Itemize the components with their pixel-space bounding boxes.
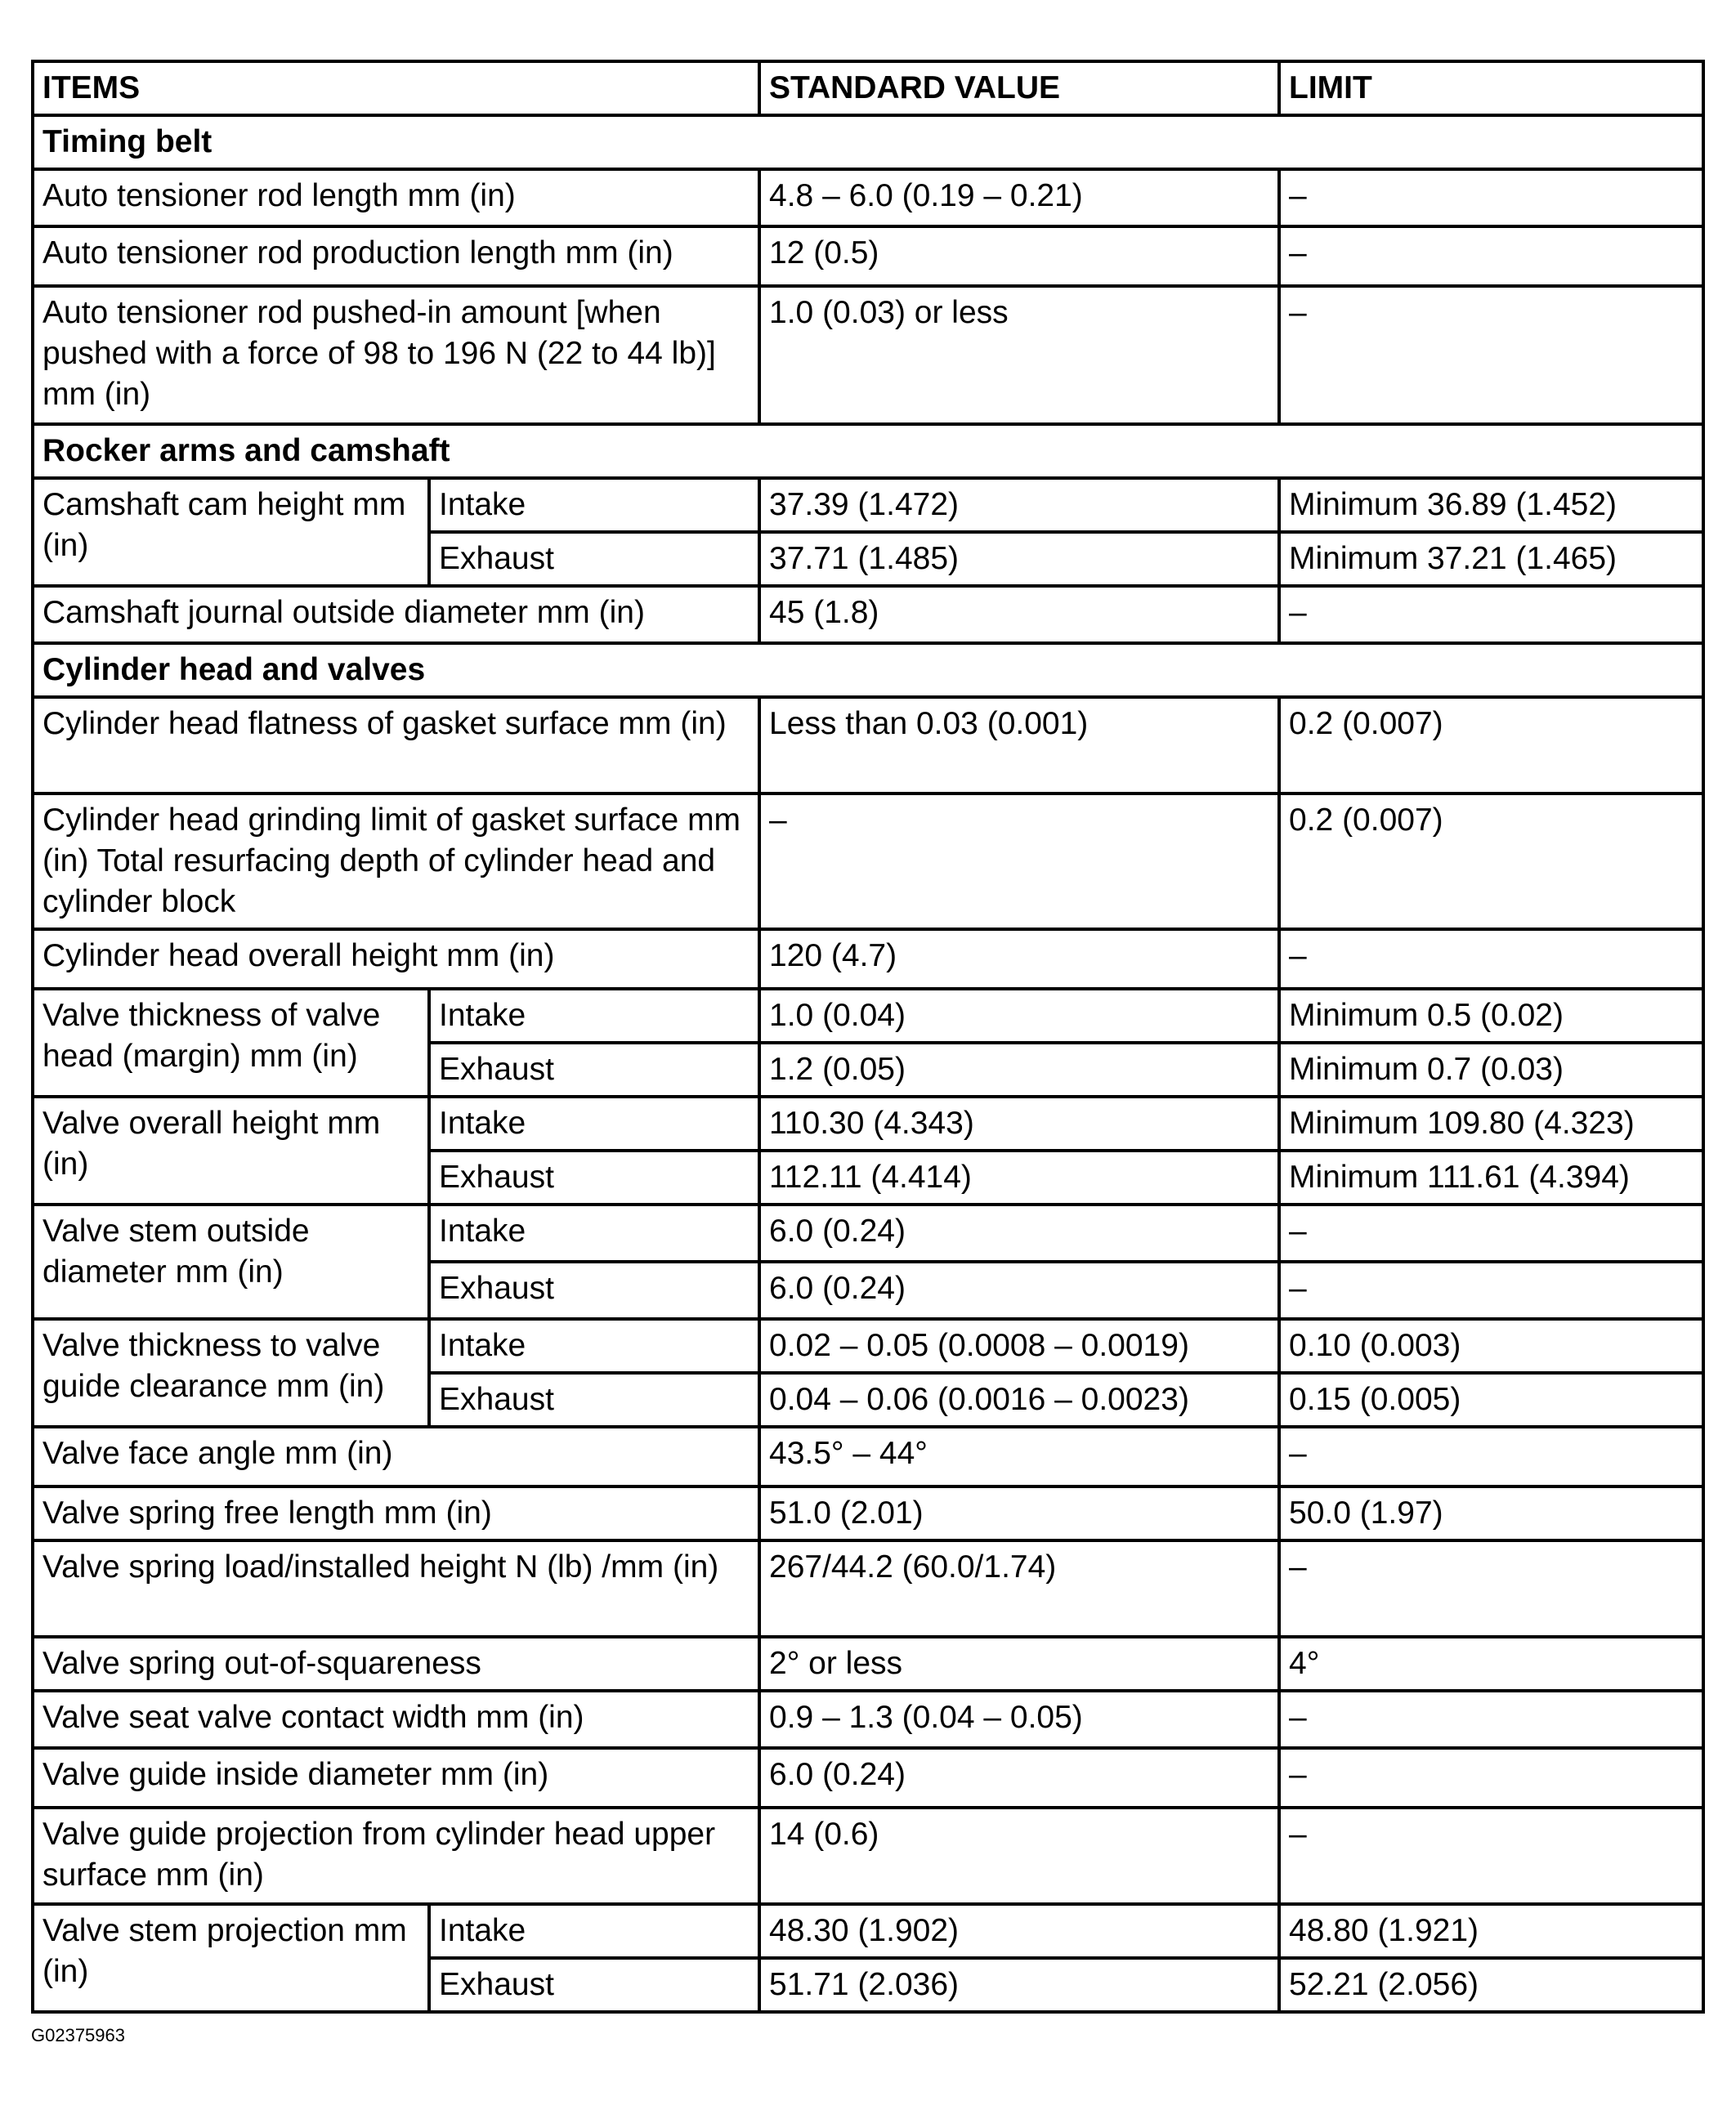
standard-cell: 1.0 (0.04) [759, 989, 1279, 1043]
section-timing-belt: Timing belt [33, 115, 1703, 169]
table-row [33, 478, 1703, 532]
standard-cell: 14 (0.6) [759, 1808, 1279, 1904]
table-row [33, 1319, 1703, 1373]
table-row [33, 1097, 1703, 1151]
limit-cell: 0.2 (0.007) [1279, 793, 1703, 929]
table-row [33, 1427, 1703, 1486]
header-row [33, 61, 1703, 115]
item-cell: Valve stem outside diameter mm (in) [33, 1205, 429, 1319]
spec-table [31, 60, 1705, 2014]
standard-cell: 12 (0.5) [759, 226, 1279, 286]
table-row [33, 1205, 1703, 1262]
standard-cell: 43.5° – 44° [759, 1427, 1279, 1486]
limit-cell: 0.15 (0.005) [1279, 1373, 1703, 1427]
table-row [33, 226, 1703, 286]
sub-item-cell: Exhaust [429, 1151, 759, 1205]
standard-cell: 1.0 (0.03) or less [759, 286, 1279, 424]
limit-cell: 0.2 (0.007) [1279, 697, 1703, 793]
standard-cell: 51.71 (2.036) [759, 1958, 1279, 2012]
table-row [33, 169, 1703, 226]
item-cell: Valve thickness of valve head (margin) mm (in) [33, 989, 429, 1097]
table-row [33, 586, 1703, 643]
item-cell: Valve spring load/installed height N (lb) /mm (in) [33, 1540, 759, 1637]
item-cell: Valve seat valve contact width mm (in) [33, 1691, 759, 1748]
standard-cell: 112.11 (4.414) [759, 1151, 1279, 1205]
limit-cell: – [1279, 1427, 1703, 1486]
limit-cell: – [1279, 1205, 1703, 1262]
item-cell: Auto tensioner rod pushed-in amount [when pushed with a force of 98 to 196 N (22 to 44 lb)] mm (in) [33, 286, 759, 424]
limit-cell: Minimum 36.89 (1.452) [1279, 478, 1703, 532]
sub-item-cell: Intake [429, 478, 759, 532]
item-cell: Valve face angle mm (in) [33, 1427, 759, 1486]
limit-cell: Minimum 0.5 (0.02) [1279, 989, 1703, 1043]
limit-cell: Minimum 109.80 (4.323) [1279, 1097, 1703, 1151]
standard-cell: 1.2 (0.05) [759, 1043, 1279, 1097]
item-cell: Auto tensioner rod production length mm (in) [33, 226, 759, 286]
limit-cell: – [1279, 929, 1703, 989]
limit-cell: – [1279, 169, 1703, 226]
limit-cell: 50.0 (1.97) [1279, 1486, 1703, 1540]
standard-cell: 45 (1.8) [759, 586, 1279, 643]
header-limit: LIMIT [1279, 61, 1703, 115]
limit-cell: Minimum 0.7 (0.03) [1279, 1043, 1703, 1097]
item-cell: Valve stem projection mm (in) [33, 1904, 429, 2012]
sub-item-cell: Intake [429, 989, 759, 1043]
standard-cell: 51.0 (2.01) [759, 1486, 1279, 1540]
sub-item-cell: Exhaust [429, 1958, 759, 2012]
sub-item-cell: Exhaust [429, 1262, 759, 1319]
header-standard-value: STANDARD VALUE [759, 61, 1279, 115]
limit-cell: – [1279, 1748, 1703, 1808]
standard-cell: 37.39 (1.472) [759, 478, 1279, 532]
limit-cell: – [1279, 1808, 1703, 1904]
limit-cell: 52.21 (2.056) [1279, 1958, 1703, 2012]
standard-cell: 6.0 (0.24) [759, 1748, 1279, 1808]
section-cylinder-head: Cylinder head and valves [33, 643, 1703, 697]
section-row [33, 424, 1703, 478]
standard-cell: – [759, 793, 1279, 929]
table-row [33, 989, 1703, 1043]
item-cell: Valve overall height mm (in) [33, 1097, 429, 1205]
section-row [33, 643, 1703, 697]
item-cell: Cylinder head flatness of gasket surface mm (in) [33, 697, 759, 793]
item-cell: Auto tensioner rod length mm (in) [33, 169, 759, 226]
limit-cell: – [1279, 1540, 1703, 1637]
item-cell: Cylinder head grinding limit of gasket surface mm (in) Total resurfacing depth of cylinder head and cylinder block [33, 793, 759, 929]
figure-id: G02375963 [31, 2025, 125, 2045]
standard-cell: 2° or less [759, 1637, 1279, 1691]
table-row [33, 929, 1703, 989]
table-row [33, 1691, 1703, 1748]
item-cell: Valve spring free length mm (in) [33, 1486, 759, 1540]
table-row [33, 1748, 1703, 1808]
limit-cell: 0.10 (0.003) [1279, 1319, 1703, 1373]
sub-item-cell: Intake [429, 1097, 759, 1151]
limit-cell: Minimum 37.21 (1.465) [1279, 532, 1703, 586]
standard-cell: 110.30 (4.343) [759, 1097, 1279, 1151]
standard-cell: Less than 0.03 (0.001) [759, 697, 1279, 793]
section-row [33, 115, 1703, 169]
limit-cell: Minimum 111.61 (4.394) [1279, 1151, 1703, 1205]
standard-cell: 0.9 – 1.3 (0.04 – 0.05) [759, 1691, 1279, 1748]
item-cell: Camshaft journal outside diameter mm (in) [33, 586, 759, 643]
standard-cell: 0.04 – 0.06 (0.0016 – 0.0023) [759, 1373, 1279, 1427]
table-row [33, 286, 1703, 424]
sub-item-cell: Exhaust [429, 1373, 759, 1427]
item-cell: Camshaft cam height mm (in) [33, 478, 429, 586]
limit-cell: 48.80 (1.921) [1279, 1904, 1703, 1958]
sub-item-cell: Intake [429, 1904, 759, 1958]
table-row [33, 1808, 1703, 1904]
standard-cell: 267/44.2 (60.0/1.74) [759, 1540, 1279, 1637]
standard-cell: 0.02 – 0.05 (0.0008 – 0.0019) [759, 1319, 1279, 1373]
table-row [33, 697, 1703, 793]
sub-item-cell: Exhaust [429, 532, 759, 586]
header-items: ITEMS [33, 61, 759, 115]
table-row [33, 1637, 1703, 1691]
limit-cell: – [1279, 1262, 1703, 1319]
sub-item-cell: Intake [429, 1205, 759, 1262]
sub-item-cell: Intake [429, 1319, 759, 1373]
standard-cell: 120 (4.7) [759, 929, 1279, 989]
item-cell: Valve spring out-of-squareness [33, 1637, 759, 1691]
table-row [33, 793, 1703, 929]
standard-cell: 48.30 (1.902) [759, 1904, 1279, 1958]
item-cell: Valve guide inside diameter mm (in) [33, 1748, 759, 1808]
limit-cell: 4° [1279, 1637, 1703, 1691]
sub-item-cell: Exhaust [429, 1043, 759, 1097]
standard-cell: 6.0 (0.24) [759, 1262, 1279, 1319]
limit-cell: – [1279, 586, 1703, 643]
table-row [33, 1904, 1703, 1958]
standard-cell: 6.0 (0.24) [759, 1205, 1279, 1262]
limit-cell: – [1279, 286, 1703, 424]
item-cell: Valve thickness to valve guide clearance mm (in) [33, 1319, 429, 1427]
item-cell: Valve guide projection from cylinder head upper surface mm (in) [33, 1808, 759, 1904]
standard-cell: 37.71 (1.485) [759, 532, 1279, 586]
section-rocker-arms: Rocker arms and camshaft [33, 424, 1703, 478]
table-row [33, 1486, 1703, 1540]
standard-cell: 4.8 – 6.0 (0.19 – 0.21) [759, 169, 1279, 226]
limit-cell: – [1279, 226, 1703, 286]
item-cell: Cylinder head overall height mm (in) [33, 929, 759, 989]
table-row [33, 1540, 1703, 1637]
limit-cell: – [1279, 1691, 1703, 1748]
